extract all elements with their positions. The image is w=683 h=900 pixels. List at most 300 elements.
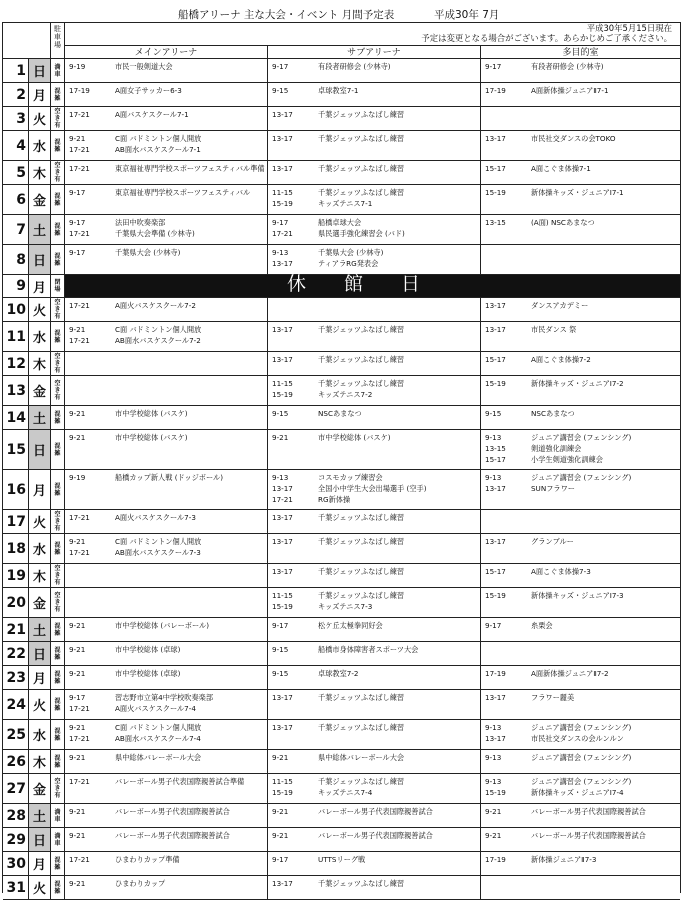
event-name: 船橋卓球大会: [318, 218, 362, 227]
weekday: 水: [29, 322, 51, 351]
event-name: 卓球教室7-1: [318, 86, 359, 95]
event-entry: [481, 787, 680, 798]
event-time: 9-15: [272, 669, 289, 678]
event-time: 15-19: [272, 390, 293, 399]
event-entry: [65, 547, 267, 558]
event-name: 市民一般剣道大会: [115, 62, 173, 71]
event-time: 9-15: [272, 409, 289, 418]
main-arena-cell: [65, 876, 268, 899]
event-time: 9-21: [485, 807, 502, 816]
event-name: A面こぐま体操7-2: [531, 355, 591, 364]
sub-arena-cell: [268, 322, 481, 351]
event-time: 9-17: [272, 621, 289, 630]
event-name: 市中学校総体 (バスケ): [318, 433, 391, 442]
event-name: 県民選手強化練習会 (バド): [318, 229, 405, 238]
event-entry: [65, 228, 267, 239]
main-arena-cell: [65, 588, 268, 617]
event-name: RG新体操: [318, 495, 351, 504]
parking-status: 混 雑: [51, 852, 65, 875]
event-entry: [65, 668, 267, 679]
weekday: 日: [29, 430, 51, 469]
event-name: A面こぐま体操7-1: [531, 164, 591, 173]
event-entry: [268, 601, 480, 612]
day-number: 31: [3, 876, 29, 899]
event-entry: [65, 472, 267, 483]
day-number: 29: [3, 828, 29, 851]
event-time: 13-17: [485, 693, 506, 702]
event-entry: [268, 228, 480, 239]
multipurpose-room-cell: [481, 720, 680, 749]
weekday: 土: [29, 804, 51, 827]
sub-arena-cell: [268, 245, 481, 274]
sub-arena-cell: [268, 618, 481, 641]
sub-arena-cell: [268, 750, 481, 773]
sub-arena-cell: [268, 107, 481, 130]
event-entry: [481, 300, 680, 311]
col-header-main: メインアリーナ: [65, 45, 268, 59]
event-entry: [481, 620, 680, 631]
event-name: 千葉県大会 (少林寺): [115, 248, 181, 257]
event-time: 13-17: [272, 110, 293, 119]
day-number: 3: [3, 107, 29, 130]
parking-status: 空 き 有: [51, 376, 65, 405]
event-name: ひまわりカップ: [115, 879, 166, 888]
event-time: 9-21: [69, 831, 86, 840]
multipurpose-room-cell: [481, 618, 680, 641]
event-time: 11-15: [272, 188, 293, 197]
event-name: 千葉ジェッツふなばし練習: [318, 777, 405, 786]
event-name: バレーボール男子代表国際親善試合: [318, 831, 433, 840]
event-time: 17-21: [69, 513, 90, 522]
event-time: 9-17: [272, 855, 289, 864]
event-time: 9-17: [69, 693, 86, 702]
main-arena-cell: [65, 245, 268, 274]
event-time: 9-21: [69, 537, 86, 546]
event-name: 船橋カップ新人戦 (ドッジボール): [115, 473, 224, 482]
event-name: 千葉ジェッツふなばし練習: [318, 325, 405, 334]
event-name: 千葉ジェッツふなばし練習: [318, 379, 405, 388]
event-name: 習志野市立第4中学校吹奏楽部: [115, 693, 214, 702]
event-time: 9-21: [485, 831, 502, 840]
event-name: AB面水バスケスクール7-1: [115, 145, 201, 154]
event-entry: [481, 85, 680, 96]
parking-status: 混 雑: [51, 690, 65, 719]
day-number: 20: [3, 588, 29, 617]
event-entry: [65, 432, 267, 443]
day-row: [3, 298, 680, 322]
multipurpose-room-cell: [481, 185, 680, 214]
event-time: 13-17: [485, 325, 506, 334]
multipurpose-room-cell: [481, 430, 680, 469]
event-time: 17-21: [69, 734, 90, 743]
event-entry: [65, 85, 267, 96]
parking-status: 満 車: [51, 804, 65, 827]
event-entry: [65, 335, 267, 346]
event-time: 13-15: [485, 444, 506, 453]
day-number: 22: [3, 642, 29, 665]
event-name: バレーボール男子代表国際親善試合: [531, 831, 646, 840]
event-entry: [65, 512, 267, 523]
event-entry: [481, 733, 680, 744]
parking-status: 閉 場: [51, 275, 65, 297]
event-name: バレーボール男子代表国際親善試合: [115, 831, 230, 840]
event-entry: [268, 878, 480, 889]
sub-arena-cell: [268, 642, 481, 665]
event-entry: [268, 536, 480, 547]
event-time: 17-21: [272, 229, 293, 238]
event-name: 市民社交ダンスの会TOKO: [531, 134, 616, 143]
day-row: [3, 406, 680, 430]
multipurpose-room-cell: [481, 774, 680, 803]
weekday: 火: [29, 298, 51, 321]
event-entry: [268, 854, 480, 865]
weekday: 火: [29, 510, 51, 533]
event-time: 9-21: [69, 753, 86, 762]
event-entry: [268, 483, 480, 494]
day-row: [3, 245, 680, 275]
weekday: 水: [29, 720, 51, 749]
event-time: 15-17: [485, 164, 506, 173]
event-time: 15-19: [272, 602, 293, 611]
event-time: 13-17: [485, 484, 506, 493]
day-row: [3, 470, 680, 510]
note-disclaimer: 予定は変更となる場合がございます。あらかじめご了承ください。: [421, 33, 672, 43]
main-arena-cell: [65, 828, 268, 851]
event-entry: [268, 806, 480, 817]
day-row: [3, 83, 680, 107]
event-time: 13-17: [272, 259, 293, 268]
event-entry: [481, 408, 680, 419]
multipurpose-room-cell: [481, 852, 680, 875]
event-time: 9-17: [272, 62, 289, 71]
parking-status: 混 雑: [51, 642, 65, 665]
main-arena-cell: [65, 215, 268, 244]
event-name: AB面水バスケスクール7-2: [115, 336, 201, 345]
event-entry: [268, 187, 480, 198]
day-row: [3, 161, 680, 185]
day-row: [3, 510, 680, 534]
day-number: 11: [3, 322, 29, 351]
weekday: 月: [29, 470, 51, 509]
event-name: UTTSリーグ戦: [318, 855, 366, 864]
day-number: 10: [3, 298, 29, 321]
event-name: C面 バドミントン個人開放: [115, 134, 202, 143]
event-entry: [268, 432, 480, 443]
event-entry: [481, 472, 680, 483]
event-name: 糸栗会: [531, 621, 553, 630]
event-entry: [65, 806, 267, 817]
event-entry: [268, 109, 480, 120]
parking-status: 混 雑: [51, 618, 65, 641]
event-time: 13-17: [485, 734, 506, 743]
weekday: 木: [29, 750, 51, 773]
event-time: 9-21: [69, 645, 86, 654]
multipurpose-room-cell: [481, 470, 680, 509]
event-time: 13-17: [485, 301, 506, 310]
parking-status: 空 き 有: [51, 161, 65, 184]
event-name: (A面) NSCあまなつ: [531, 218, 595, 227]
event-entry: [65, 217, 267, 228]
weekday: 日: [29, 642, 51, 665]
day-row: [3, 275, 680, 298]
event-entry: [65, 733, 267, 744]
weekday: 木: [29, 352, 51, 375]
event-name: ジュニア講習会 (フェンシング): [531, 473, 632, 482]
sub-arena-cell: [268, 352, 481, 375]
weekday: 金: [29, 774, 51, 803]
event-entry: [65, 109, 267, 120]
col-header-multi: 多目的室: [481, 45, 680, 59]
event-name: 市中学校総体 (バレーボール): [115, 621, 210, 630]
event-time: 17-21: [69, 855, 90, 864]
day-row: [3, 430, 680, 470]
event-entry: [268, 692, 480, 703]
event-name: 全国小中学生大会出場選手 (空手): [318, 484, 427, 493]
event-time: 13-17: [272, 879, 293, 888]
event-name: 市中学校総体 (バスケ): [115, 409, 188, 418]
event-entry: [481, 454, 680, 465]
header-parking: 駐車場: [51, 23, 65, 59]
day-number: 6: [3, 185, 29, 214]
event-time: 13-17: [272, 537, 293, 546]
event-name: 千葉ジェッツふなばし練習: [318, 110, 405, 119]
parking-status: 空 き 有: [51, 774, 65, 803]
event-time: 9-21: [69, 879, 86, 888]
weekday: 金: [29, 376, 51, 405]
sub-arena-cell: [268, 59, 481, 82]
day-number: 27: [3, 774, 29, 803]
event-entry: [481, 668, 680, 679]
day-row: [3, 876, 680, 900]
event-time: 13-17: [272, 325, 293, 334]
sub-arena-cell: [268, 430, 481, 469]
event-time: 9-13: [485, 777, 502, 786]
multipurpose-room-cell: [481, 666, 680, 689]
event-time: 9-21: [69, 669, 86, 678]
event-time: 15-17: [485, 567, 506, 576]
parking-status: 混 雑: [51, 131, 65, 160]
event-time: 9-15: [272, 645, 289, 654]
day-number: 7: [3, 215, 29, 244]
event-time: 17-21: [69, 145, 90, 154]
event-time: 13-17: [485, 134, 506, 143]
event-name: 千葉ジェッツふなばし練習: [318, 355, 405, 364]
parking-status: 混 雑: [51, 720, 65, 749]
event-name: NSCあまなつ: [318, 409, 362, 418]
event-name: 千葉県大会準備 (少林寺): [115, 229, 195, 238]
event-entry: [65, 163, 267, 174]
day-number: 8: [3, 245, 29, 274]
day-row: [3, 185, 680, 215]
weekday: 水: [29, 534, 51, 563]
event-entry: [481, 752, 680, 763]
event-entry: [268, 389, 480, 400]
event-name: ジュニア講習会 (フェンシング): [531, 777, 632, 786]
day-row: [3, 534, 680, 564]
sub-arena-cell: [268, 588, 481, 617]
sub-arena-cell: [268, 720, 481, 749]
parking-status: 混 雑: [51, 534, 65, 563]
day-row: [3, 804, 680, 828]
event-entry: [481, 187, 680, 198]
day-number: 30: [3, 852, 29, 875]
event-name: 千葉ジェッツふなばし練習: [318, 188, 405, 197]
event-time: 15-19: [485, 788, 506, 797]
event-entry: [268, 752, 480, 763]
event-time: 9-19: [69, 62, 86, 71]
parking-status: 空 き 有: [51, 510, 65, 533]
day-row: [3, 59, 680, 83]
event-entry: [65, 878, 267, 889]
event-entry: [481, 432, 680, 443]
multipurpose-room-cell: [481, 161, 680, 184]
event-time: 9-17: [485, 621, 502, 630]
event-time: 15-19: [272, 788, 293, 797]
event-name: 新体操キッズ・ジュニアⅠ7-1: [531, 188, 624, 197]
parking-status: 満 車: [51, 828, 65, 851]
event-time: 17-21: [69, 301, 90, 310]
multipurpose-room-cell: [481, 510, 680, 533]
main-arena-cell: [65, 750, 268, 773]
event-entry: [268, 163, 480, 174]
schedule-title: [0, 4, 683, 20]
sub-arena-cell: [268, 131, 481, 160]
main-arena-cell: [65, 298, 268, 321]
event-entry: [268, 258, 480, 269]
event-name: 新体操キッズ・ジュニアⅠ7-2: [531, 379, 624, 388]
parking-status: 混 雑: [51, 245, 65, 274]
weekday: 金: [29, 185, 51, 214]
main-arena-cell: [65, 470, 268, 509]
main-arena-cell: [65, 185, 268, 214]
event-name: 千葉ジェッツふなばし練習: [318, 723, 405, 732]
event-time: 9-19: [69, 473, 86, 482]
event-time: 13-17: [272, 134, 293, 143]
day-number: 16: [3, 470, 29, 509]
event-name: 千葉ジェッツふなばし練習: [318, 513, 405, 522]
event-time: 15-19: [485, 188, 506, 197]
sub-arena-cell: [268, 406, 481, 429]
parking-status: 混 雑: [51, 430, 65, 469]
weekday: 土: [29, 406, 51, 429]
event-entry: [268, 668, 480, 679]
event-entry: [268, 133, 480, 144]
event-time: 17-21: [69, 336, 90, 345]
col-header-sub: サブアリーナ: [268, 45, 481, 59]
event-name: キッズテニス7-4: [318, 788, 373, 797]
multipurpose-room-cell: [481, 245, 680, 274]
multipurpose-room-cell: [481, 876, 680, 899]
event-time: 17-19: [485, 855, 506, 864]
day-row: [3, 107, 680, 131]
multipurpose-room-cell: [481, 131, 680, 160]
event-time: 9-21: [69, 723, 86, 732]
multipurpose-room-cell: [481, 804, 680, 827]
event-name: 市中学校総体 (卓球): [115, 669, 181, 678]
event-time: 9-15: [272, 86, 289, 95]
multipurpose-room-cell: [481, 828, 680, 851]
title-main: 船橋アリーナ 主な大会・イベント 月間予定表: [178, 9, 395, 21]
weekday: 金: [29, 588, 51, 617]
multipurpose-room-cell: [481, 83, 680, 106]
event-time: 9-17: [69, 248, 86, 257]
event-name: キッズテニス7-3: [318, 602, 373, 611]
event-time: 9-21: [272, 831, 289, 840]
multipurpose-room-cell: [481, 642, 680, 665]
multipurpose-room-cell: [481, 322, 680, 351]
event-name: A面新体操ジュニアⅡ7-1: [531, 86, 609, 95]
multipurpose-room-cell: [481, 750, 680, 773]
day-number: 26: [3, 750, 29, 773]
event-name: 新体操キッズ・ジュニアⅠ7-3: [531, 591, 624, 600]
event-name: 県中総体バレーボール大会: [318, 753, 405, 762]
day-number: 1: [3, 59, 29, 82]
event-time: 17-21: [69, 548, 90, 557]
weekday: 月: [29, 852, 51, 875]
event-time: 9-13: [485, 433, 502, 442]
event-time: 11-15: [272, 591, 293, 600]
event-time: 9-21: [69, 807, 86, 816]
event-name: 千葉県大会 (少林寺): [318, 248, 384, 257]
day-row: [3, 322, 680, 352]
event-entry: [65, 776, 267, 787]
event-name: A面火バスケスクール7-2: [115, 301, 196, 310]
weekday: 日: [29, 59, 51, 82]
event-name: グランブルー: [531, 537, 574, 546]
sub-arena-cell: [268, 470, 481, 509]
sub-arena-cell: [268, 161, 481, 184]
event-entry: [268, 378, 480, 389]
day-row: [3, 750, 680, 774]
day-number: 19: [3, 564, 29, 587]
parking-status: 空 き 有: [51, 564, 65, 587]
schedule-table: [2, 22, 681, 897]
event-name: 小学生剣道強化訓練会: [531, 455, 603, 464]
day-number: 2: [3, 83, 29, 106]
event-entry: [65, 854, 267, 865]
event-name: バレーボール男子代表国際親善試合: [115, 807, 230, 816]
day-number: 15: [3, 430, 29, 469]
event-time: 15-19: [272, 199, 293, 208]
event-name: C面 バドミントン個人開放: [115, 325, 202, 334]
main-arena-cell: [65, 107, 268, 130]
main-arena-cell: [65, 510, 268, 533]
event-time: 17-21: [69, 110, 90, 119]
day-row: [3, 852, 680, 876]
event-entry: [481, 133, 680, 144]
event-entry: [268, 590, 480, 601]
event-entry: [481, 61, 680, 72]
event-time: 9-21: [272, 433, 289, 442]
day-row: [3, 564, 680, 588]
day-row: [3, 642, 680, 666]
parking-status: 混 雑: [51, 876, 65, 899]
day-number: 24: [3, 690, 29, 719]
event-time: 17-21: [69, 777, 90, 786]
event-entry: [268, 198, 480, 209]
day-row: [3, 666, 680, 690]
main-arena-cell: [65, 352, 268, 375]
main-arena-cell: [65, 666, 268, 689]
event-entry: [268, 644, 480, 655]
day-number: 9: [3, 275, 29, 297]
event-entry: [481, 830, 680, 841]
main-arena-cell: [65, 804, 268, 827]
event-time: 13-17: [272, 693, 293, 702]
main-arena-cell: [65, 642, 268, 665]
event-name: キッズテニス7-1: [318, 199, 373, 208]
parking-status: 混 雑: [51, 83, 65, 106]
